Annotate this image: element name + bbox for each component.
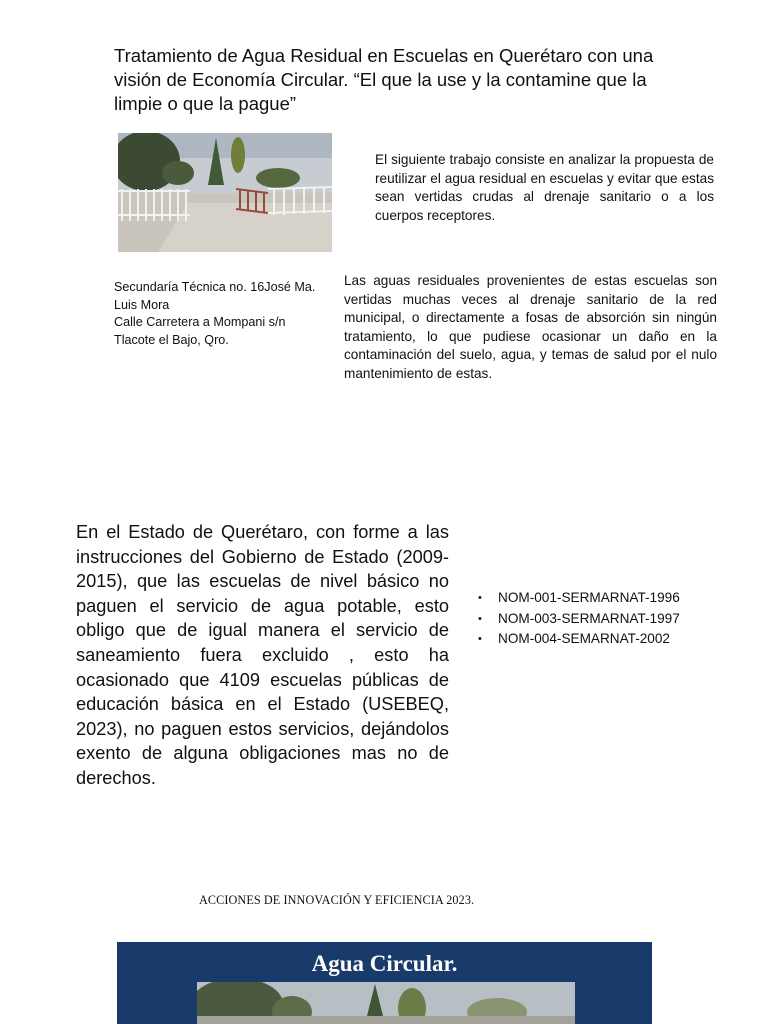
- bullet-icon: •: [478, 633, 482, 645]
- agua-circular-banner: [117, 942, 652, 1024]
- banner-photo: [197, 982, 575, 1024]
- caption-line: Secundaría Técnica no. 16José Ma.: [114, 280, 316, 294]
- intro-paragraph: El siguiente trabajo consiste en analizar la propuesta de reutilizar el agua residual en escuelas y evitar que estas sean vertidas crudas al drenaje sanitario o a los cuerpos receptores.: [375, 152, 714, 223]
- caption-line: Tlacote el Bajo, Qro.: [114, 332, 229, 347]
- actions-heading: ACCIONES DE INNOVACIÓN Y EFICIENCIA 2023.: [199, 893, 475, 907]
- bullet-icon: •: [478, 612, 482, 625]
- context-paragraph: En el Estado de Querétaro, con forme a las instrucciones del Gobierno de Estado (2009-2015), que las escuelas de nivel básico no paguen el servicio de agua potable, esto obligo que de igual manera el servicio de saneamiento fuera excluido , esto ha ocasionado que 4109 escuelas públicas de educación básica en el Estado (USEBEQ, 2023), no paguen estos servicios, dejándolos exento de alguna obligaciones mas no de derechos.: [76, 522, 449, 788]
- norm-label: NOM-001-SERMARNAT-1996: [498, 590, 680, 605]
- school-entrance-photo: [118, 133, 332, 252]
- document-title: Tratamiento de Agua Residual en Escuelas en Querétaro con una visión de Economía Circular. “El que la use y la contamine que la limpie o que la pague”: [114, 45, 654, 114]
- norm-item: [478, 629, 680, 650]
- school-caption: [114, 279, 329, 349]
- wastewater-description: Las aguas residuales provenientes de estas escuelas son vertidas muchas veces al drenaje sanitario de la red municipal, o directamente a fosas de absorción sin ningún tratamiento, lo que pudiese ocasionar un daño en la contaminación del suelo, agua, y temas de salud por el nulo mantenimiento de estas.: [344, 273, 717, 381]
- school-entrance-illustration: [118, 133, 332, 252]
- norm-item: [478, 588, 680, 609]
- norm-label: NOM-004-SEMARNAT-2002: [498, 631, 670, 646]
- norm-label: NOM-003-SERMARNAT-1997: [498, 610, 680, 626]
- caption-line: Calle Carretera a Mompani s/n: [114, 315, 286, 329]
- caption-line: Luis Mora: [114, 297, 170, 312]
- banner-photo-illustration: [197, 982, 575, 1024]
- bullet-icon: •: [478, 592, 482, 604]
- norms-list: [478, 588, 680, 650]
- norm-item: [478, 609, 680, 630]
- banner-title: Agua Circular.: [311, 951, 458, 976]
